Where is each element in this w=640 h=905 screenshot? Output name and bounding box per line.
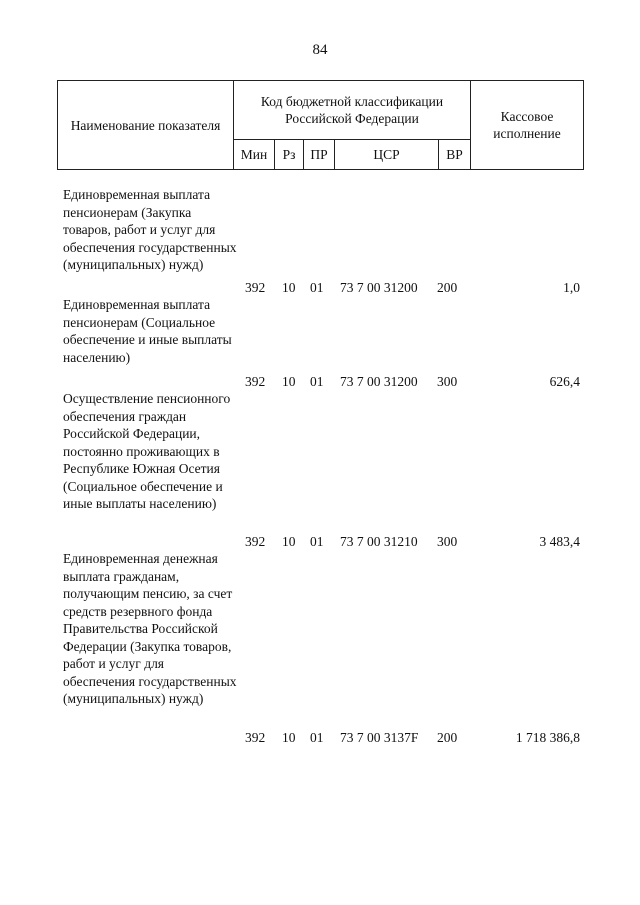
cell-rz: 10 [282,279,296,295]
row-name: Осуществление пенсионного обеспечения граждан Российской Федерации, постоянно проживающих в Республике Южная Осетия (Социальное обеспечение и иные выплаты населению) [63,391,231,511]
cell-min: 392 [245,533,266,549]
cell-vr: 200 [437,279,458,295]
column-header-csr: ЦСР [335,140,439,170]
table-row [0,550,640,746]
column-header-name: Наименование показателя [58,81,234,170]
cell-vr: 200 [437,729,458,745]
cell-sum: 3 483,4 [539,533,580,549]
column-header-vr: ВР [439,140,471,170]
column-header-kassa: Кассовое исполнение [471,81,584,170]
cell-rz: 10 [282,373,296,389]
cell-rz: 10 [282,729,296,745]
cell-pr: 01 [310,729,324,745]
cell-sum: 1,0 [563,279,580,295]
cell-csr: 73 7 00 3137F [340,729,419,745]
cell-vr: 300 [437,533,458,549]
row-name: Единовременная выплата пенсионерам (Закупка товаров, работ и услуг для обеспечения государственных (муниципальных) нужд) [63,187,237,272]
cell-sum: 626,4 [549,373,580,389]
table-row [0,186,640,296]
page-number: 84 [312,42,328,58]
table-row [0,296,640,390]
cell-pr: 01 [310,533,324,549]
column-header-min: Мин [234,140,275,170]
cell-pr: 01 [310,373,324,389]
table-header [57,80,584,170]
cell-min: 392 [245,279,266,295]
cell-csr: 73 7 00 31200 [340,279,418,295]
row-name: Единовременная денежная выплата гражданам, получающим пенсию, за счет средств резервного фонда Правительства Российской Федерации (Закупка товаров, работ и услуг для обеспечения государственных (муниципальных) нужд) [63,551,237,706]
cell-pr: 01 [310,279,324,295]
row-name: Единовременная выплата пенсионерам (Социальное обеспечение и иные выплаты населению) [63,297,232,365]
table-body [0,186,640,746]
column-header-code-group: Код бюджетной классификации Российской Федерации [234,81,471,140]
cell-min: 392 [245,729,266,745]
cell-rz: 10 [282,533,296,549]
column-header-pr: ПР [304,140,335,170]
cell-sum: 1 718 386,8 [515,729,580,745]
cell-csr: 73 7 00 31210 [340,533,418,549]
cell-vr: 300 [437,373,458,389]
cell-min: 392 [245,373,266,389]
column-header-rz: Рз [275,140,304,170]
table-row [0,390,640,550]
cell-csr: 73 7 00 31200 [340,373,418,389]
